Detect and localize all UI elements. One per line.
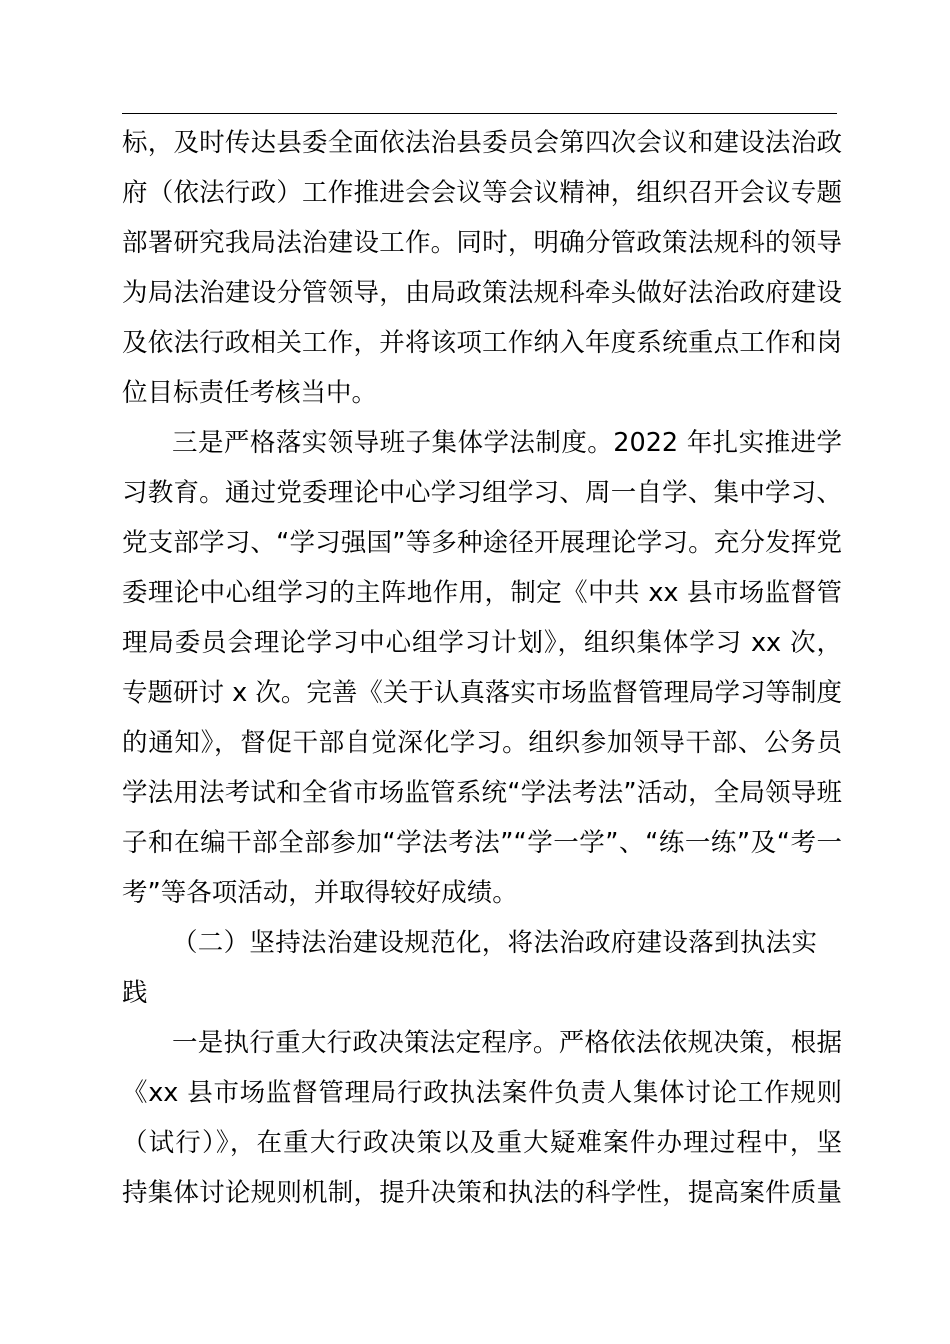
text-line: 位目标责任考核当中。 (122, 378, 378, 408)
text-line: 部署研究我局法治建设工作。同时，明确分管政策法规科的领导 (122, 228, 842, 258)
section-heading: 践 (122, 978, 148, 1008)
text-line: 学法用法考试和全省市场监管系统“学法考法”活动，全局领导班 (122, 778, 842, 808)
text-line: 习教育。通过党委理论中心学习组学习、周一自学、集中学习、 (122, 478, 842, 508)
text-line: 《xx 县市场监督管理局行政执法案件负责人集体讨论工作规则 (122, 1078, 842, 1108)
text-line: 的通知》，督促干部自觉深化学习。组织参加领导干部、公务员 (122, 728, 842, 758)
text-line: 标，及时传达县委全面依法治县委员会第四次会议和建设法治政 (122, 128, 842, 158)
text-line: 府（依法行政）工作推进会会议等会议精神，组织召开会议专题 (122, 178, 842, 208)
text-line: 及依法行政相关工作，并将该项工作纳入年度系统重点工作和岗 (122, 328, 842, 358)
text-line: 为局法治建设分管领导，由局政策法规科牵头做好法治政府建设 (122, 278, 842, 308)
text-line: 一是执行重大行政决策法定程序。严格依法依规决策，根据 (172, 1028, 842, 1058)
text-line: 三是严格落实领导班子集体学法制度。2022 年扎实推进学 (172, 428, 842, 458)
text-line: 考”等各项活动，并取得较好成绩。 (122, 878, 518, 908)
text-line: 理局委员会理论学习中心组学习计划》，组织集体学习 xx 次， (122, 628, 842, 658)
text-line: 委理论中心组学习的主阵地作用，制定《中共 xx 县市场监督管 (122, 578, 842, 608)
header-rule (122, 113, 837, 114)
section-heading: （二）坚持法治建设规范化，将法治政府建设落到执法实 (172, 928, 817, 958)
text-line: 党支部学习、“学习强国”等多种途径开展理论学习。充分发挥党 (122, 528, 842, 558)
text-line: （试行）》，在重大行政决策以及重大疑难案件办理过程中，坚 (122, 1128, 842, 1158)
text-line: 子和在编干部全部参加“学法考法”“学一学”、“练一练”及“考一 (122, 828, 842, 858)
text-line: 持集体讨论规则机制，提升决策和执法的科学性，提高案件质量 (122, 1178, 842, 1208)
text-line: 专题研讨 x 次。完善《关于认真落实市场监督管理局学习等制度 (122, 678, 842, 708)
